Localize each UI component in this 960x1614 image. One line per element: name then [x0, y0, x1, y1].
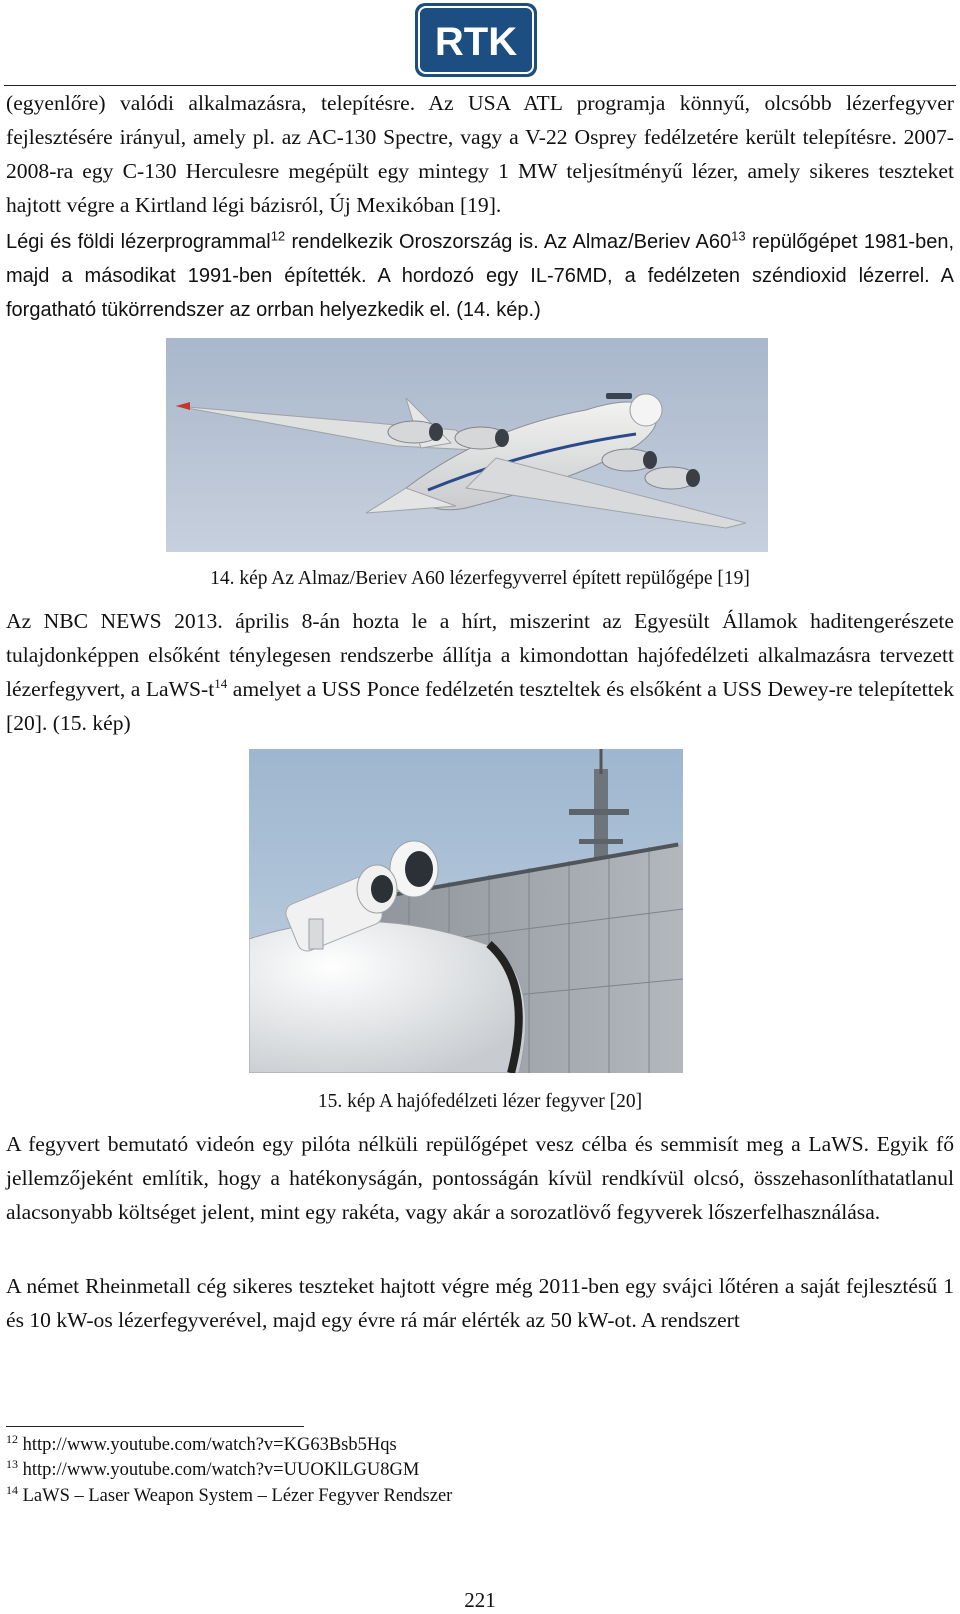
aircraft-photo: [166, 338, 768, 552]
paragraph-2-text-c: repülőgépet 1981-ben, majd a másodikat 1991-ben építették. A hordozó egy IL-76MD, a fedélzeten széndioxid lézerrel. A forgatható tükörrendszer az orrban helyezkedik el. (14. kép.): [6, 231, 955, 321]
footnote-rule: [6, 1426, 304, 1427]
footnote-14-number: 14: [6, 1482, 18, 1497]
footnote-13: [6, 1456, 420, 1481]
footnote-ref-13[interactable]: 13: [731, 228, 746, 244]
footnote-ref-12[interactable]: 12: [270, 228, 286, 244]
footnote-12: [6, 1431, 397, 1456]
footnote-13-link[interactable]: http://www.youtube.com/watch?v=UUOKlLGU8GM: [22, 1460, 420, 1480]
ship-laser-photo: [249, 749, 683, 1073]
figure-14-caption: 14. kép Az Almaz/Beriev A60 lézerfegyverrel épített repülőgépe [19]: [210, 568, 750, 589]
page-number: 221: [464, 1588, 496, 1612]
paragraph-2-text-b: rendelkezik Oroszország is. Az Almaz/Beriev A60: [285, 231, 732, 253]
paragraph-2: [6, 225, 954, 327]
paragraph-5: A német Rheinmetall cég sikeres teszteket hajtott végre még 2011-ben egy svájci lőtéren a saját fejlesztésű 1 és 10 kW-os lézerfegyverével, majd egy évre rá már elérték az 50 kW-ot. A rendszert: [6, 1274, 954, 1332]
paragraph-3-text-b: amelyet a USS Ponce fedélzetén teszteltek és elsőként a USS Dewey-re telepítettek [20]. (15. kép): [6, 677, 954, 735]
logo-text: RTK: [434, 20, 518, 64]
footnote-14-text: LaWS – Laser Weapon System – Lézer Fegyver Rendszer: [22, 1486, 453, 1506]
footnote-12-link[interactable]: http://www.youtube.com/watch?v=KG63Bsb5Hqs: [22, 1435, 397, 1455]
paragraph-4: A fegyvert bemutató videón egy pilóta nélküli repülőgépet vesz célba és semmisít meg a LaWS. Egyik fő jellemzőjeként említik, hogy a hatékonyságán, pontosságán kívül rendkívül olcsó, összehasonlíthatatlanul alacsonyabb költséget jelent, mint egy rakéta, vagy akár a sorozatlövő fegyverek lőszerfelhasználása.: [6, 1132, 954, 1224]
paragraph-1: (egyenlőre) valódi alkalmazásra, telepítésre. Az USA ATL programja könnyű, olcsóbb lézerfegyver fejlesztésére irányul, amely pl. az AC-130 Spectre, vagy a V-22 Osprey fedélzetére került telepítésre. 2007-2008-ra egy C-130 Herculesre megépült egy mintegy 1 MW teljesítményű lézer, amely sikeres teszteket hajtott végre a Kirtland légi bázisról, Új Mexikóban [19].: [6, 91, 954, 217]
footnote-12-number: 12: [6, 1431, 18, 1446]
paragraph-3: [6, 604, 954, 740]
footnote-ref-14[interactable]: 14: [214, 675, 228, 691]
footnote-14: [6, 1482, 453, 1507]
footnote-13-number: 13: [6, 1456, 18, 1471]
paragraph-2-text-a: Légi és földi lézerprogrammal: [6, 231, 271, 253]
rtk-logo: [414, 2, 538, 78]
figure-15-caption: 15. kép A hajófedélzeti lézer fegyver [20]: [317, 1091, 643, 1112]
paragraph-3-text-a: Az NBC NEWS 2013. április 8-án hozta le a hírt, miszerint az Egyesült Államok haditengerészete tulajdonképpen elsőként ténylegesen rendszerbe állítja a kimondottan hajófedélzeti alkalmazásra tervezett lézerfegyvert, a LaWS-t: [6, 609, 954, 701]
